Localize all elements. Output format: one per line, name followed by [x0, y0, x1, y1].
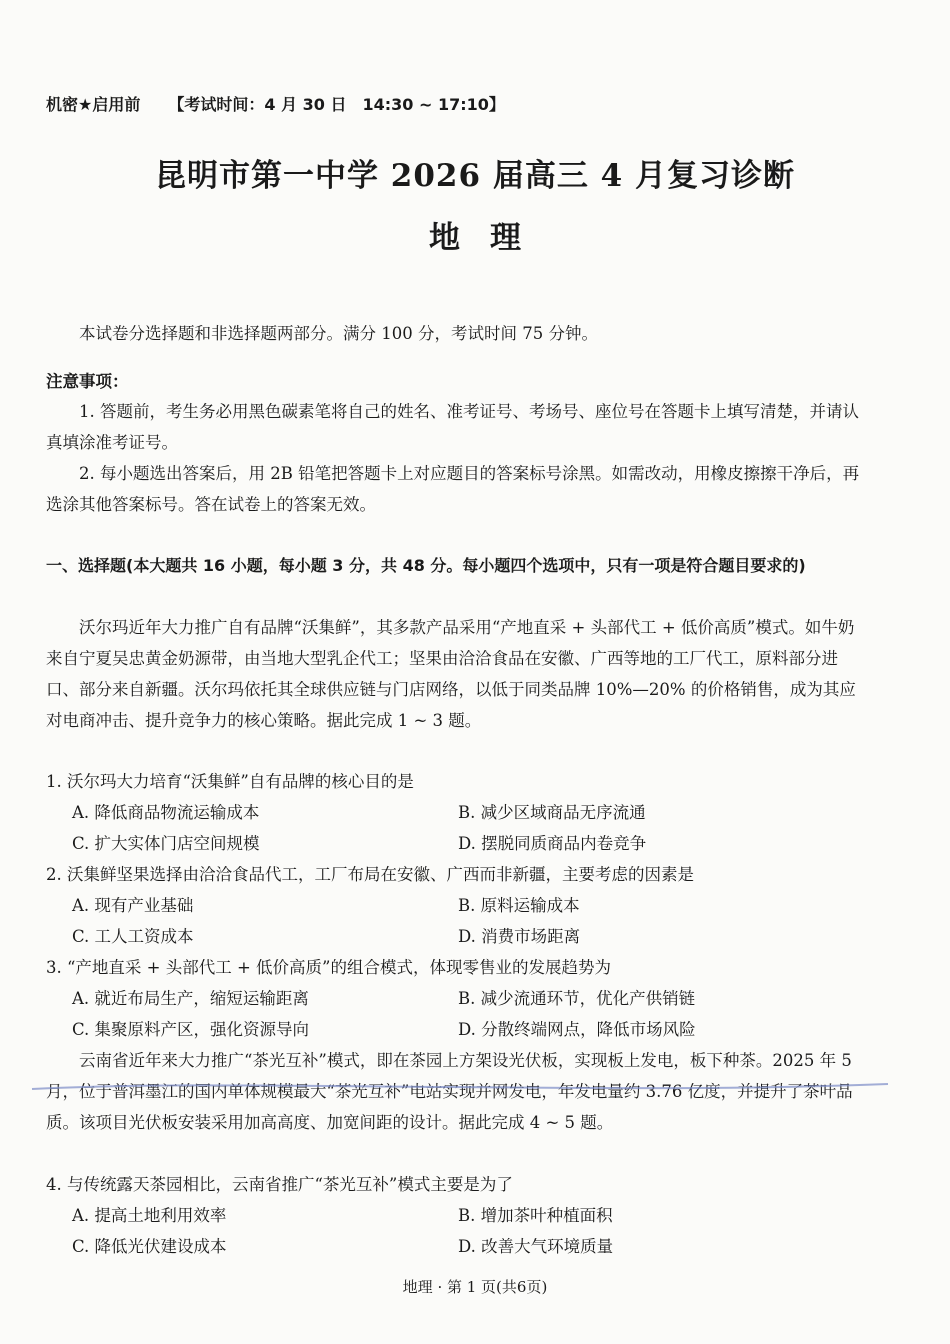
question-1-option-b: B. 减少区域商品无序流通 — [458, 803, 646, 822]
question-2-option-c: C. 工人工资成本 — [72, 927, 194, 946]
question-1-option-a: A. 降低商品物流运输成本 — [72, 803, 260, 822]
question-3-option-b: B. 减少流通环节，优化产供销链 — [458, 989, 696, 1008]
exam-subject: 地理 — [429, 220, 551, 256]
question-4-stem: 4. 与传统露天茶园相比，云南省推广“茶光互补”模式主要是为了 — [46, 1175, 513, 1194]
notice-item-1: 1. 答题前，考生务必用黑色碳素笔将自己的姓名、准考证号、考场号、座位号在答题卡上填写清楚，并请认真填涂准考证号。 — [46, 402, 859, 452]
question-4-option-c: C. 降低光伏建设成本 — [72, 1237, 227, 1256]
question-3-option-d: D. 分散终端网点，降低市场风险 — [458, 1020, 696, 1039]
section-1-heading: 一、选择题(本大题共 16 小题，每小题 3 分，共 48 分。每小题四个选项中，只有一项是符合题目要求的) — [46, 556, 806, 575]
question-2-option-a: A. 现有产业基础 — [72, 896, 194, 915]
exam-title: 昆明市第一中学 2026 届高三 4 月复习诊断 — [154, 158, 796, 194]
exam-time: 【考试时间：4 月 30 日 14:30 ~ 17:10】 — [168, 95, 505, 114]
passage-1: 沃尔玛近年大力推广自有品牌“沃集鲜”，其多款产品采用“产地直采 + 头部代工 + 低价高质”模式。如牛奶来自宁夏吴忠黄金奶源带，由当地大型乳企代工；坚果由洽洽食品在安徽、广西等地的工厂代工，原料部分进口、部分来自新疆。沃尔玛依托其全球供应链与门店网络，以低于同类品牌 10%—20% 的价格销售，成为其应对电商冲击、提升竞争力的核心策略。据此完成 1 ~ 3 题。 — [46, 618, 856, 730]
question-4-option-d: D. 改善大气环境质量 — [458, 1237, 614, 1256]
page-footer: 地理 · 第 1 页(共6页) — [402, 1278, 548, 1296]
question-2-option-b: B. 原料运输成本 — [458, 896, 580, 915]
notice-item-2: 2. 每小题选出答案后，用 2B 铅笔把答题卡上对应题目的答案标号涂黑。如需改动，用橡皮擦擦干净后，再选涂其他答案标号。答在试卷上的答案无效。 — [46, 464, 860, 514]
question-4-option-b: B. 增加茶叶种植面积 — [458, 1206, 613, 1225]
exam-intro: 本试卷分选择题和非选择题两部分。满分 100 分，考试时间 75 分钟。 — [79, 324, 598, 343]
question-1-stem: 1. 沃尔玛大力培育“沃集鲜”自有品牌的核心目的是 — [46, 772, 414, 791]
question-2-option-d: D. 消费市场距离 — [458, 927, 581, 946]
question-4-option-a: A. 提高土地利用效率 — [72, 1206, 227, 1225]
passage-2: 云南省近年来大力推广“茶光互补”模式，即在茶园上方架设光伏板，实现板上发电，板下种茶。2025 年 5 月，位于普洱墨江的国内单体规模最大“茶光互补”电站实现并网发电，年发电量约 3.76 亿度，并提升了茶叶品质。该项目光伏板安装采用加高高度、加宽间距的设计。据此完成 4 ~ 5 题。 — [46, 1051, 853, 1132]
question-3-option-a: A. 就近布局生产，缩短运输距离 — [72, 989, 309, 1008]
question-3-option-c: C. 集聚原料产区，强化资源导向 — [72, 1020, 310, 1039]
notice-heading: 注意事项： — [46, 372, 129, 391]
question-1-option-d: D. 摆脱同质商品内卷竞争 — [458, 834, 647, 853]
question-3-stem: 3. “产地直采 + 头部代工 + 低价高质”的组合模式，体现零售业的发展趋势为 — [46, 958, 611, 977]
confidential-label: 机密★启用前 — [46, 95, 141, 114]
question-2-stem: 2. 沃集鲜坚果选择由洽洽食品代工，工厂布局在安徽、广西而非新疆，主要考虑的因素是 — [46, 865, 694, 884]
question-1-option-c: C. 扩大实体门店空间规模 — [72, 834, 260, 853]
pen-stroke-mark — [30, 1080, 890, 1094]
exam-header — [46, 92, 505, 115]
